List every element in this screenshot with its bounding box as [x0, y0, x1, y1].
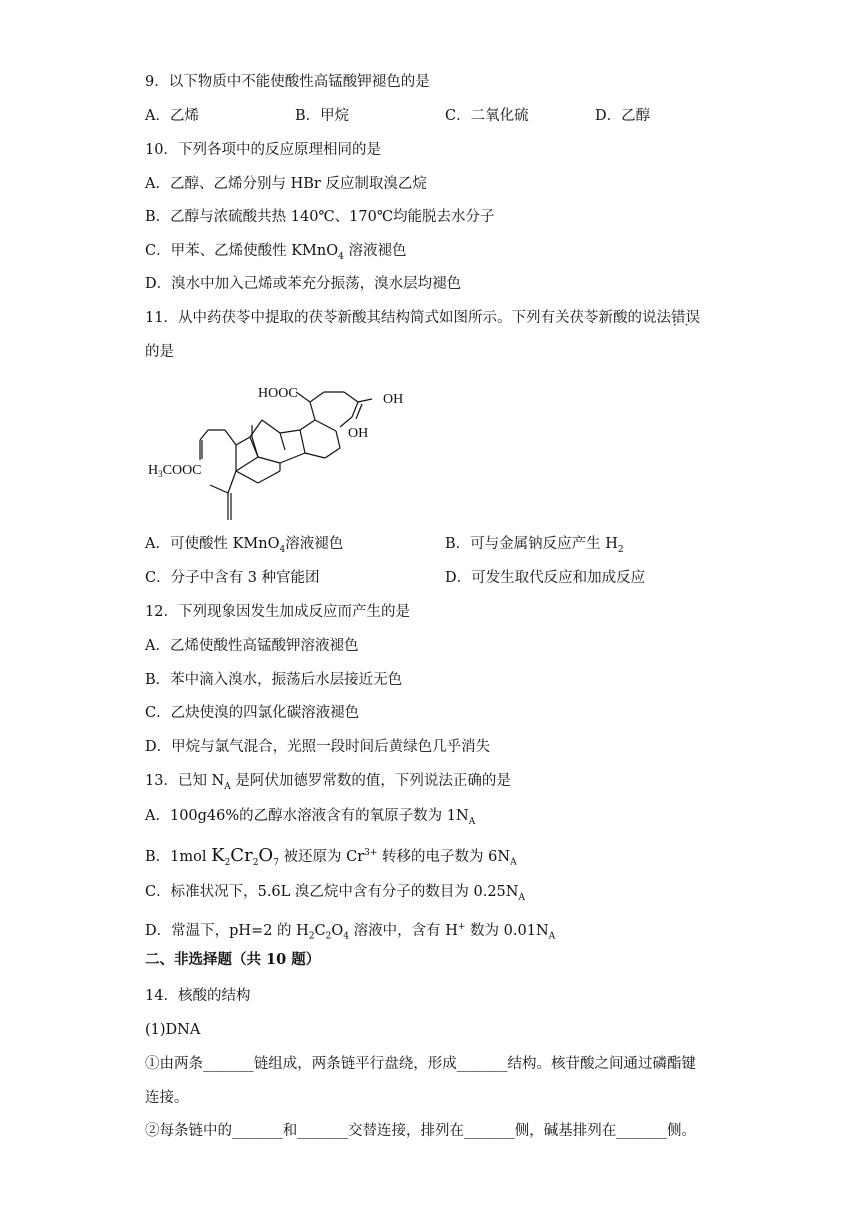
q11-option-c: C．分子中含有 3 种官能团: [145, 570, 320, 586]
q14-item2: ②每条链中的_______和_______交替连接，排列在_______侧，碱基排列在_______侧。: [145, 1123, 696, 1139]
label-oh-2: OH: [348, 426, 369, 441]
label-h3cooc: $H_3COOC$: [148, 463, 202, 479]
q13-option-b: B．1mol $K_2Cr_2O_7$ 被还原为 $Cr^{3+}$ 转移的电子数为 $6N_A$: [145, 844, 517, 868]
molecule-structure-diagram: [140, 375, 440, 525]
q10-stem: 10．下列各项中的反应原理相同的是: [145, 142, 381, 158]
q10-option-b: B．乙醇与浓硫酸共热 140℃、170℃均能脱去水分子: [145, 209, 495, 225]
q14-sub1: (1)DNA: [145, 1022, 201, 1038]
q14-stem: 14．核酸的结构: [145, 988, 251, 1004]
q12-option-c: C．乙炔使溴的四氯化碳溶液褪色: [145, 705, 360, 721]
q11-option-b: B．可与金属钠反应产生 $H_2$: [445, 536, 624, 555]
q10-option-c: C．甲苯、乙烯使酸性 KMnO$_4$ 溶液褪色: [145, 243, 407, 262]
q11-stem: 11．从中药茯苓中提取的茯苓新酸其结构简式如图所示。下列有关茯苓新酸的说法错误 · ·: [145, 308, 700, 328]
label-oh-1: OH: [383, 392, 404, 407]
q9-option-a: A．乙烯: [145, 108, 199, 124]
q12-option-d: D．甲烷与氯气混合，光照一段时间后黄绿色几乎消失: [145, 739, 491, 755]
q12-stem: 12．下列现象因发生加成反应而产生的是: [145, 604, 410, 620]
label-hooc: HOOC: [258, 386, 298, 401]
q9-option-d: D．乙醇: [595, 108, 651, 124]
q9-option-c: C．二氧化硫: [445, 108, 529, 124]
q9-stem: 9．以下物质中不能使酸性高锰酸钾褪色的是: [145, 74, 430, 90]
section-heading: 二、非选择题（共 10 题）: [145, 951, 321, 968]
q14-item1-line1: ①由两条_______链组成，两条链平行盘绕，形成_______结构。核苷酸之间通过磷酯键: [145, 1056, 696, 1072]
q12-option-a: A．乙烯使酸性高锰酸钾溶液褪色: [145, 638, 359, 654]
q13-option-a: A．100g46%的乙醇水溶液含有的氧原子数为 $1N_A$: [145, 808, 476, 827]
q13-stem: 13．已知 $N_A$ 是阿伏加德罗常数的值，下列说法正确的是: [145, 773, 511, 792]
q11-emphasis: 错误 · ·: [671, 310, 700, 326]
q11-stem-line2: 的是: [145, 344, 174, 360]
q13-option-c: C．标准状况下，5.6L 溴乙烷中含有分子的数目为 $0.25N_A$: [145, 884, 525, 903]
q11-option-a: A．可使酸性 KMnO$_4$溶液褪色: [145, 536, 344, 555]
q11-option-d: D．可发生取代反应和加成反应: [445, 570, 646, 586]
q10-option-a: A．乙醇、乙烯分别与 HBr 反应制取溴乙烷: [145, 176, 427, 192]
q13-option-d: D．常温下，pH=2 的 $H_2C_2O_4$ 溶液中，含有 H+ 数为 $0.01N_A$: [145, 922, 556, 942]
q9-option-b: B．甲烷: [295, 108, 350, 124]
q10-option-d: D．溴水中加入己烯或苯充分振荡，溴水层均褪色: [145, 276, 462, 292]
q14-item1-line2: 连接。: [145, 1090, 189, 1106]
q12-option-b: B．苯中滴入溴水，振荡后水层接近无色: [145, 672, 403, 688]
